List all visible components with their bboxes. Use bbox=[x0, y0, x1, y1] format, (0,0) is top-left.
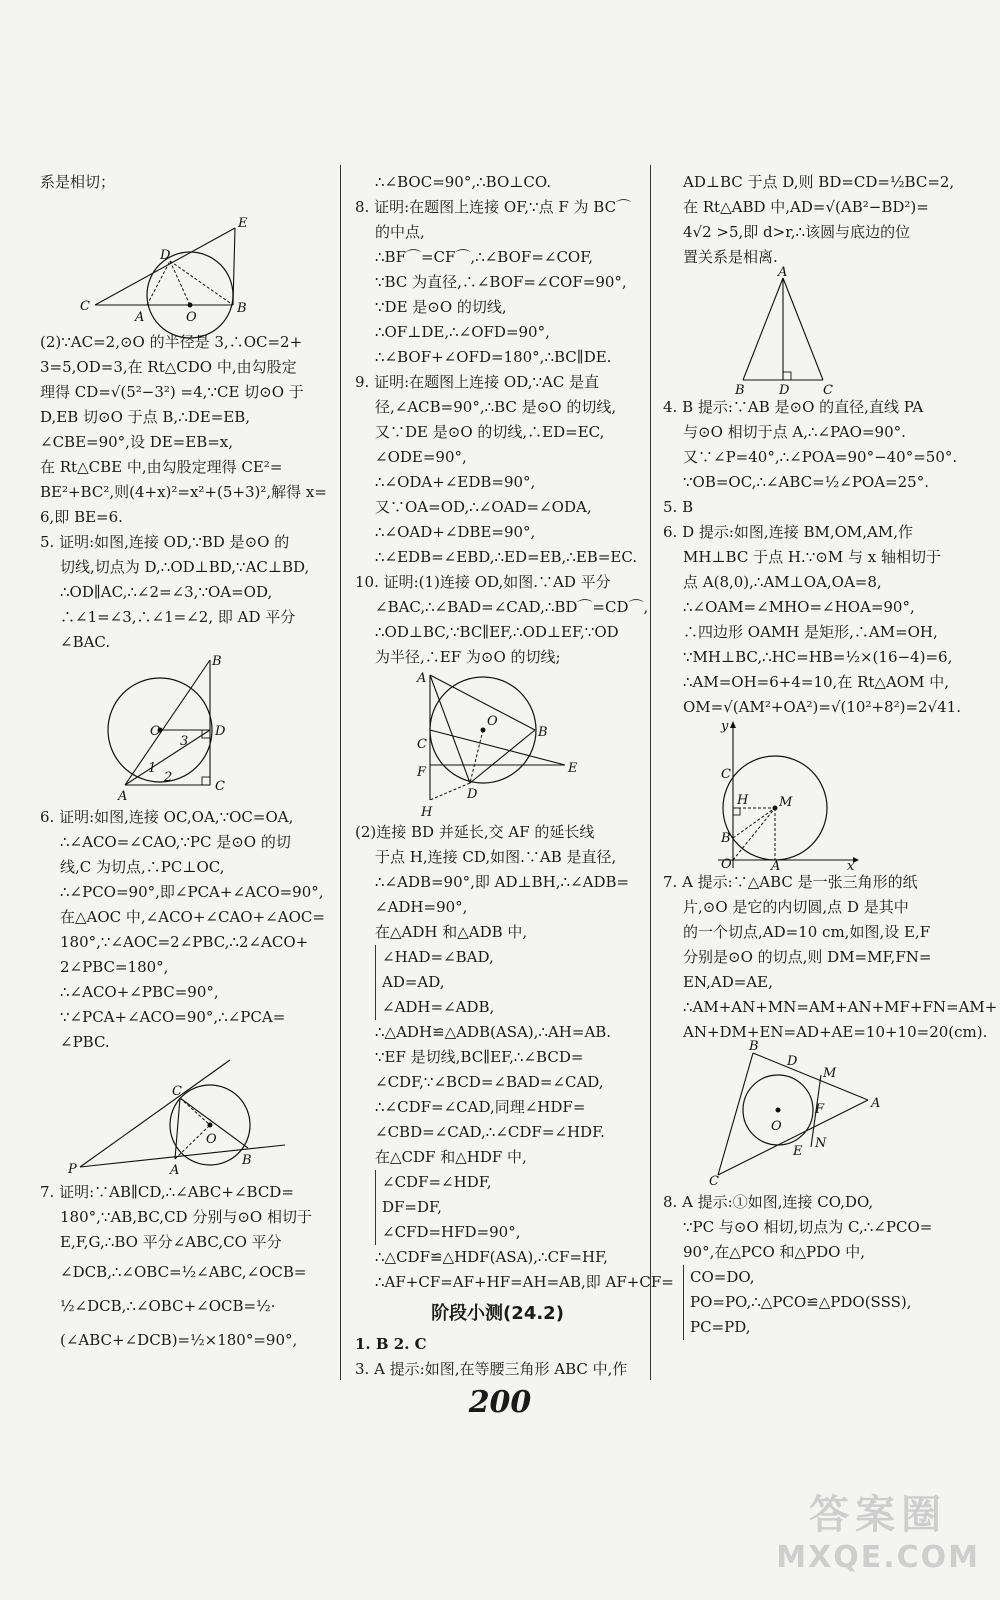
text-line: ∴∠ADB=90°,即 AD⊥BH,∴∠ADB= bbox=[375, 873, 630, 891]
text-line: AN+DM+EN=AD+AE=10+10=20(cm). bbox=[683, 1023, 988, 1041]
svg-text:C: C bbox=[215, 779, 225, 794]
svg-text:O: O bbox=[721, 857, 732, 872]
svg-text:A: A bbox=[778, 265, 788, 280]
svg-text:B: B bbox=[242, 1153, 252, 1168]
column-2 bbox=[355, 170, 674, 1382]
svg-text:D: D bbox=[467, 787, 478, 802]
svg-text:P: P bbox=[68, 1162, 77, 1177]
text-line: ∴AM=OH=6+4=10,在 Rt△AOM 中, bbox=[683, 673, 949, 691]
text-line: ∴∠CDF=∠CAD,同理∠HDF= bbox=[375, 1098, 586, 1116]
figure-pcb-tangent bbox=[40, 1055, 300, 1180]
text-line: ∠CDF,∵∠BCD=∠BAD=∠CAD, bbox=[375, 1073, 604, 1091]
text-line: 径,∠ACB=90°,∴BC 是⊙O 的切线, bbox=[375, 398, 617, 416]
svg-text:A: A bbox=[135, 310, 145, 325]
svg-text:B: B bbox=[721, 831, 731, 846]
text-line: CO=DO, bbox=[683, 1265, 948, 1290]
svg-text:D: D bbox=[787, 1054, 798, 1069]
svg-text:A: A bbox=[170, 1163, 180, 1178]
text-line: 6,即 BE=6. bbox=[40, 508, 123, 526]
text-line: ∵PC 与⊙O 相切,切点为 C,∴∠PCO= bbox=[683, 1218, 933, 1236]
svg-text:E: E bbox=[568, 761, 578, 776]
text-line: 9. 证明:在题图上连接 OD,∵AC 是直 bbox=[355, 373, 600, 391]
text-line: ∵OB=OC,∴∠ABC=½∠POA=25°. bbox=[683, 473, 929, 491]
watermark-logo bbox=[776, 1483, 980, 1575]
text-line: ∠ADH=∠ADB, bbox=[375, 995, 640, 1020]
svg-text:M: M bbox=[823, 1066, 837, 1081]
text-line: ∴BF⌒=CF⌒,∴∠BOF=∠COF, bbox=[375, 248, 594, 266]
svg-text:A: A bbox=[771, 859, 781, 874]
text-line: 又∵∠P=40°,∴∠POA=90°−40°=50°. bbox=[683, 448, 958, 466]
text-line: ∴∠OAM=∠MHO=∠HOA=90°, bbox=[683, 598, 915, 616]
text-line: PC=PD, bbox=[683, 1315, 948, 1340]
text-line: 5. 证明:如图,连接 OD,∵BD 是⊙O 的 bbox=[40, 533, 290, 551]
svg-text:B: B bbox=[212, 654, 222, 669]
svg-text:y: y bbox=[721, 719, 729, 734]
text-line: ∴△ADH≌△ADB(ASA),∴AH=AB. bbox=[375, 1023, 612, 1041]
figure-isosceles-triangle bbox=[663, 265, 933, 398]
column-divider-2 bbox=[650, 165, 651, 1380]
text-line: ∴∠ODA+∠EDB=90°, bbox=[375, 473, 536, 491]
column-divider-1 bbox=[340, 165, 341, 1380]
column-3 bbox=[663, 170, 998, 1340]
section-title: 阶段小测(24.2) bbox=[431, 1303, 564, 1324]
text-line: (2)连接 BD 并延长,交 AF 的延长线 bbox=[355, 823, 595, 841]
svg-text:E: E bbox=[238, 216, 248, 231]
text-line: E,F,G,∴BO 平分∠ABC,CO 平分 bbox=[60, 1233, 282, 1251]
text-line: ∠BAC,∴∠BAD=∠CAD,∴BD⌒=CD⌒, bbox=[375, 598, 649, 616]
svg-text:C: C bbox=[80, 299, 90, 314]
text-line: AD=AD, bbox=[375, 970, 640, 995]
text-line: ∵DE 是⊙O 的切线, bbox=[375, 298, 507, 316]
text-line: 置关系是相离. bbox=[683, 248, 778, 266]
text-line: ∴∠1=∠3,∴∠1=∠2, 即 AD 平分 bbox=[60, 608, 296, 626]
text-line: 180°,∵∠AOC=2∠PBC,∴2∠ACO+ bbox=[60, 933, 309, 951]
text-line: 的中点, bbox=[375, 223, 425, 241]
text-line: ∴∠BOC=90°,∴BO⊥CO. bbox=[375, 173, 552, 191]
text-line: ∠ODE=90°, bbox=[375, 448, 467, 466]
svg-text:C: C bbox=[709, 1174, 719, 1189]
svg-text:x: x bbox=[847, 859, 855, 874]
text-line: ∠CBD=∠CAD,∴∠CDF=∠HDF. bbox=[375, 1123, 605, 1141]
text-line: 10. 证明:(1)连接 OD,如图.∵AD 平分 bbox=[355, 573, 611, 591]
text-line: ∴∠OAD+∠DBE=90°, bbox=[375, 523, 536, 541]
svg-text:O: O bbox=[771, 1119, 782, 1134]
text-line: 7. A 提示:∵△ABC 是一张三角形的纸 bbox=[663, 873, 918, 891]
text-line: 分别是⊙O 的切点,则 DM=MF,FN= bbox=[683, 948, 932, 966]
text-line: 2∠PBC=180°, bbox=[60, 958, 169, 976]
text-line: 7. 证明:∵AB∥CD,∴∠ABC+∠BCD= bbox=[40, 1183, 294, 1201]
text-line: PO=PO,∴△PCO≌△PDO(SSS), bbox=[683, 1290, 948, 1315]
text-line: ∵∠PCA+∠ACO=90°,∴∠PCA= bbox=[60, 1008, 286, 1026]
text-line: 为半径,∴EF 为⊙O 的切线; bbox=[375, 648, 561, 666]
text-line: 8. 证明:在题图上连接 OF,∵点 F 为 BC⌒ bbox=[355, 198, 632, 216]
text-line: ∠BAC. bbox=[60, 633, 111, 651]
svg-text:O: O bbox=[206, 1132, 217, 1147]
text-line: ∵MH⊥BC,∴HC=HB=½×(16−4)=6, bbox=[683, 648, 953, 666]
text-line: OM=√(AM²+OA²)=√(10²+8²)=2√41. bbox=[683, 698, 961, 716]
svg-text:C: C bbox=[417, 737, 427, 752]
text-line: 系是相切； bbox=[40, 173, 116, 191]
text-line: 6. D 提示:如图,连接 BM,OM,AM,作 bbox=[663, 523, 913, 541]
text-line: ∴∠BOF+∠OFD=180°,∴BC∥DE. bbox=[375, 348, 612, 366]
text-line: EN,AD=AE, bbox=[683, 973, 773, 991]
text-line: 于点 H,连接 CD,如图.∵AB 是直径, bbox=[375, 848, 617, 866]
text-line: 片,⊙O 是它的内切圆,点 D 是其中 bbox=[683, 898, 909, 916]
text-line: AD⊥BC 于点 D,则 BD=CD=½BC=2, bbox=[683, 173, 955, 191]
figure-coordinate-circle bbox=[663, 719, 933, 874]
text-line: (2)∵AC=2,⊙O 的半径是 3,∴OC=2+ bbox=[40, 333, 303, 351]
text-line: ∠CBE=90°,设 DE=EB=x, bbox=[40, 433, 234, 451]
text-line: ∠PBC. bbox=[60, 1033, 110, 1051]
svg-text:F: F bbox=[417, 765, 427, 780]
svg-text:D: D bbox=[160, 248, 171, 263]
svg-text:H: H bbox=[421, 805, 433, 820]
text-line: 在△AOC 中,∠ACO+∠CAO+∠AOC= bbox=[60, 908, 325, 926]
text-line: 切线,切点为 D,∴OD⊥BD,∵AC⊥BD, bbox=[60, 558, 310, 576]
svg-text:M: M bbox=[779, 795, 793, 810]
svg-text:F: F bbox=[815, 1102, 825, 1117]
text-line: ∠DCB,∴∠OBC=½∠ABC,∠OCB= bbox=[60, 1263, 307, 1281]
text-line: 1. B 2. C bbox=[355, 1335, 427, 1353]
svg-text:A: A bbox=[871, 1096, 881, 1111]
text-line: ∵EF 是切线,BC∥EF,∴∠BCD= bbox=[375, 1048, 584, 1066]
text-line: 在△CDF 和△HDF 中, bbox=[375, 1148, 527, 1166]
text-line: BE²+BC²,则(4+x)²=x²+(5+3)²,解得 x= bbox=[40, 483, 327, 501]
svg-text:C: C bbox=[823, 383, 833, 398]
text-line: 又∵DE 是⊙O 的切线,∴ED=EC, bbox=[375, 423, 605, 441]
text-line: ∴∠ACO+∠PBC=90°, bbox=[60, 983, 219, 1001]
text-line: ∠CFD=HFD=90°, bbox=[375, 1220, 640, 1245]
svg-text:A: A bbox=[118, 789, 128, 804]
text-line: 理得 CD=√(5²−3²) =4,∵CE 切⊙O 于 bbox=[40, 383, 304, 401]
svg-text:A: A bbox=[417, 671, 427, 686]
text-line: 在△ADH 和△ADB 中, bbox=[375, 923, 528, 941]
text-line: 8. A 提示:①如图,连接 CO,DO, bbox=[663, 1193, 874, 1211]
text-line: 5. B bbox=[663, 498, 694, 516]
text-line: ∴∠EDB=∠EBD,∴ED=EB,∴EB=EC. bbox=[375, 548, 638, 566]
text-line: ∴四边形 OAMH 是矩形,∴AM=OH, bbox=[683, 623, 938, 641]
text-line: ∴OD⊥BC,∵BC∥EF,∴OD⊥EF,∵OD bbox=[375, 623, 619, 641]
text-line: 4. B 提示:∵AB 是⊙O 的直径,直线 PA bbox=[663, 398, 924, 416]
text-line: 6. 证明:如图,连接 OC,OA,∵OC=OA, bbox=[40, 808, 294, 826]
svg-text:1: 1 bbox=[148, 761, 157, 776]
svg-text:C: C bbox=[172, 1084, 182, 1099]
text-line: MH⊥BC 于点 H.∵⊙M 与 x 轴相切于 bbox=[683, 548, 941, 566]
svg-text:H: H bbox=[737, 793, 749, 808]
svg-text:E: E bbox=[793, 1144, 803, 1159]
text-line: ∴OF⊥DE,∴∠OFD=90°, bbox=[375, 323, 550, 341]
text-line: ∠HAD=∠BAD, bbox=[375, 945, 640, 970]
svg-text:O: O bbox=[186, 310, 197, 325]
text-line: ∴AF+CF=AF+HF=AH=AB,即 AF+CF= bbox=[375, 1273, 674, 1291]
text-line: 3. A 提示:如图,在等腰三角形 ABC 中,作 bbox=[355, 1360, 628, 1378]
text-line: 在 Rt△CBE 中,由勾股定理得 CE²= bbox=[40, 458, 283, 476]
figure-tangent-cdeb bbox=[40, 195, 300, 330]
text-line: ∴AM+AN+MN=AM+AN+MF+FN=AM+ bbox=[683, 998, 998, 1016]
figure-adh-adb bbox=[355, 670, 625, 820]
text-line: 又∵OA=OD,∴∠OAD=∠ODA, bbox=[375, 498, 592, 516]
page-number: 200 bbox=[468, 1385, 532, 1420]
svg-text:B: B bbox=[735, 383, 745, 398]
svg-text:N: N bbox=[815, 1136, 827, 1151]
text-line: 的一个切点,AD=10 cm,如图,设 E,F bbox=[683, 923, 931, 941]
text-line: D,EB 切⊙O 于点 B,∴DE=EB, bbox=[40, 408, 251, 426]
text-line: ∠ADH=90°, bbox=[375, 898, 468, 916]
text-line: ½∠DCB,∴∠OBC+∠OCB=½· bbox=[60, 1297, 276, 1315]
text-line: 点 A(8,0),∴AM⊥OA,OA=8, bbox=[683, 573, 882, 591]
text-line: ∴△CDF≌△HDF(ASA),∴CF=HF, bbox=[375, 1248, 608, 1266]
svg-text:3: 3 bbox=[180, 734, 189, 749]
svg-text:D: D bbox=[779, 383, 790, 398]
text-line: 180°,∵AB,BC,CD 分别与⊙O 相切于 bbox=[60, 1208, 312, 1226]
text-line: 4√2 >5,即 d>r,∴该圆与底边的位 bbox=[683, 223, 911, 241]
svg-text:D: D bbox=[215, 724, 226, 739]
text-line: 线,C 为切点,∴PC⊥OC, bbox=[60, 858, 225, 876]
svg-text:C: C bbox=[721, 767, 731, 782]
figure-incircle-triangle bbox=[663, 1039, 933, 1190]
text-line: ∴∠ACO=∠CAO,∵PC 是⊙O 的切 bbox=[60, 833, 291, 851]
text-line: ∵BC 为直径,∴∠BOF=∠COF=90°, bbox=[375, 273, 627, 291]
svg-text:O: O bbox=[487, 714, 498, 729]
text-line: 3=5,OD=3,在 Rt△CDO 中,由勾股定 bbox=[40, 358, 297, 376]
text-line: ∴OD∥AC,∴∠2=∠3,∵OA=OD, bbox=[60, 583, 273, 601]
text-line: (∠ABC+∠DCB)=½×180°=90°, bbox=[60, 1331, 298, 1349]
watermark-line-2: MXQE.COM bbox=[776, 1540, 980, 1575]
text-line: 在 Rt△ABD 中,AD=√(AB²−BD²)= bbox=[683, 198, 929, 216]
watermark-line-1: 答案圈 bbox=[809, 1492, 948, 1538]
svg-text:B: B bbox=[749, 1039, 759, 1054]
svg-text:O: O bbox=[150, 724, 161, 739]
figure-angle-bisector bbox=[40, 655, 300, 805]
svg-text:B: B bbox=[237, 301, 247, 316]
text-line: ∠CDF=∠HDF, bbox=[375, 1170, 640, 1195]
text-line: DF=DF, bbox=[375, 1195, 640, 1220]
column-1 bbox=[40, 170, 327, 1357]
svg-text:2: 2 bbox=[164, 770, 173, 785]
text-line: ∴∠PCO=90°,即∠PCA+∠ACO=90°, bbox=[60, 883, 324, 901]
svg-text:B: B bbox=[538, 725, 548, 740]
text-line: 90°,在△PCO 和△PDO 中, bbox=[683, 1243, 866, 1261]
text-line: 与⊙O 相切于点 A,∴∠PAO=90°. bbox=[683, 423, 906, 441]
